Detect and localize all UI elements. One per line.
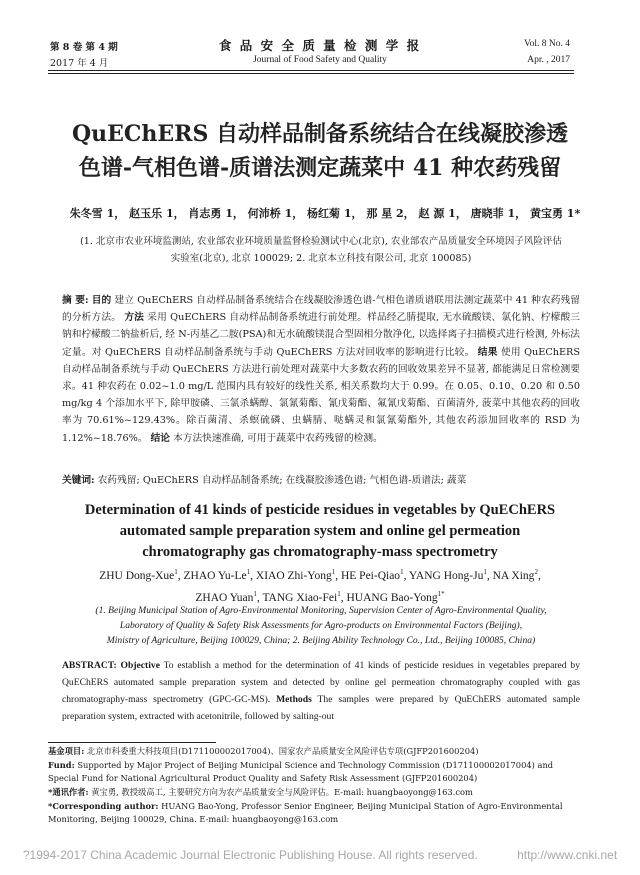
title-cn-line1: QuEChERS 自动样品制备系统结合在线凝胶渗透	[71, 121, 569, 147]
author-en: ZHAO Yu-Le$^1$	[183, 568, 251, 582]
author-en: NA Xing$^2$	[492, 568, 538, 582]
volume-cn: 第 8 卷 第 4 期	[50, 42, 118, 53]
abstract-en-method: The samples were prepared by QuEChERS automated sample preparation system, extracted with acetonitrile, followed by salting-out	[62, 694, 580, 722]
abstract-cn-result-label: 结果	[477, 346, 498, 358]
footnote-fund-en: Fund: Supported by Major Project of Beijing Municipal Science and Technology Commission (D171100002017004) and Special Fund for National Agricultural Product Quality and Safety Risk Assessment (GJFP201600204)	[48, 760, 554, 783]
footnote-corresponding-cn: *通讯作者: 黄宝勇, 教授级高工, 主要研究方向为农产品质量安全与风险评估。E-mail: huangbaoyong@163.com	[48, 787, 473, 797]
abstract-en-method-label: Methods	[276, 694, 312, 705]
footnote-rule	[48, 742, 216, 743]
abstract-cn	[62, 292, 580, 447]
abstract-cn-method-label: 方法	[124, 312, 144, 324]
header-rule-top	[48, 70, 574, 71]
affiliation-en-line1: (1. Beijing Municipal Station of Agro-Environmental Monitoring, Supervision Center of Agro-Environmental Quality,	[95, 605, 547, 616]
author-en: YANG Hong-Ju$^1$	[408, 568, 487, 582]
title-cn-line2: 色谱-气相色谱-质谱法测定蔬菜中 41 种农药残留	[78, 155, 562, 181]
abstract-cn-conclusion-label: 结论	[150, 432, 170, 444]
authors-en	[40, 563, 600, 607]
date-cn: 2017 年 4 月	[50, 58, 109, 69]
authors-en-line1: ZHU Dong-Xue$^1$, ZHAO Yu-Le$^1$, XIAO Zhi-Yong$^1$, HE Pei-Qiao$^1$, YANG Hong-Ju$^1$, NA Xing$^2$,	[99, 568, 541, 582]
abstract-en-objective-label: Objective	[120, 660, 160, 671]
authors-en-line2: ZHAO Yuan$^1$, TANG Xiao-Fei$^1$, HUANG Bao-Yong$^{1*}$	[195, 589, 445, 604]
copyright-text: ?1994-2017 China Academic Journal Electronic Publishing House. All rights reserved.	[22, 848, 478, 862]
author-en: HUANG Bao-Yong$^{1*}$	[346, 589, 445, 604]
abstract-cn-result: 使用 QuEChERS 自动样品制备系统与手动 QuEChERS 方法进行前处理对蔬菜中大多数农药的回收效果差异不显著, 都能满足日常检测要求。41 种农药在 0.02~1.0 mg/L 范围内具有较好的线性关系, 相关系数均大于 0.99。在 0.05、0.10、0.20 和 0.50 mg/kg 4 个添加水平下, 除甲胺磷、三氯杀螨醇、氯氰菊酯、氰戊菊酯、氟氰戊菊酯、百菌清外, 菠菜中其他农药的回收率为 70.61%~129.43%。除百菌清、杀螟硫磷、虫螨腈、哒螨灵和氯氰菊酯外, 其他农药添加回收率的 RSD 为 1.12%~18.76%。	[62, 346, 580, 444]
footnote-corresponding-en: *Corresponding author: HUANG Bao-Yong, Professor Senior Engineer, Beijing Municipal Station of Agro-Environmental Monitoring, Beijing 100029, China. E-mail: huangbaoyong@163.com	[48, 801, 563, 824]
abstract-en-label: ABSTRACT:	[62, 660, 117, 671]
keywords-cn-label: 关键词:	[62, 475, 95, 486]
authors-cn: 朱冬雪 1， 赵玉乐 1， 肖志勇 1， 何沛桥 1， 杨红菊 1， 那 星 2， 赵 源 1， 唐晓菲 1， 黄宝勇 1*	[69, 207, 581, 220]
title-en	[40, 500, 600, 563]
author-en: ZHAO Yuan$^1$	[195, 589, 257, 604]
keywords-cn-text: 农药残留; QuEChERS 自动样品制备系统; 在线凝胶渗透色谱; 气相色谱-质谱法; 蔬菜	[97, 475, 467, 486]
cnki-link[interactable]: http://www.cnki.net	[517, 848, 618, 862]
keywords-cn	[62, 472, 580, 486]
date-en: Apr. , 2017	[527, 55, 570, 65]
affiliation-cn-line2: 实验室(北京), 北京 100029; 2. 北京本立科技有限公司, 北京 100085)	[170, 253, 472, 264]
abstract-cn-objective: 建立 QuEChERS 自动样品制备系统结合在线凝胶渗透色谱-气相色谱质谱联用法测定蔬菜中 41 种农药残留的分析方法。	[62, 295, 580, 324]
affiliation-cn	[62, 233, 580, 267]
author-en: HE Pei-Qiao$^1$	[340, 568, 404, 582]
title-en-line2: automated sample preparation system and online gel permeation	[119, 523, 521, 539]
abstract-en-objective: To establish a method for the determination of 41 kinds of pesticide residues in vegetables prepared by QuEChERS automated sample preparation system and detected by online gel permeation chromatography coupled with gas chromatography-mass spectrometry (GPC-GC-MS).	[62, 660, 580, 705]
affiliation-cn-line1: (1. 北京市农业环境监测站, 农业部农业环境质量监督检验测试中心(北京), 农业部农产品质量安全环境因子风险评估	[80, 236, 562, 247]
abstract-en	[62, 657, 580, 725]
author-en: ZHU Dong-Xue$^1$	[99, 568, 178, 582]
author-en: TANG Xiao-Fei$^1$	[262, 589, 341, 604]
abstract-cn-objective-label: 目的	[91, 295, 112, 306]
abstract-cn-method: 采用 QuEChERS 自动样品制备系统进行前处理。样品经乙腈提取, 无水硫酸镁、氯化钠、柠檬酸三钠和柠檬酸二钠盐析后, 经 N-丙基乙二胺(PSA)和无水硫酸镁混合型固相分散净化, 以选择离子扫描模式进行检测, 外标法定量。对 QuEChERS 自动样品制备系统与手动 QuEChERS 方法对回收率的影响进行比较。	[62, 312, 580, 358]
header-rule-bottom	[48, 73, 574, 74]
journal-header	[0, 0, 640, 72]
journal-name-cn: 食 品 安 全 质 量 检 测 学 报	[218, 38, 422, 53]
affiliation-en	[62, 603, 580, 648]
title-en-line3: chromatography gas chromatography-mass spectrometry	[142, 544, 498, 560]
abstract-cn-label: 摘 要:	[62, 295, 89, 306]
affiliation-en-line3: Ministry of Agriculture, Beijing 100029, China; 2. Beijing Ability Technology Co., Ltd., Beijing 100085, China)	[106, 635, 536, 646]
copyright-footer	[0, 848, 640, 862]
volume-en: Vol. 8 No. 4	[523, 39, 570, 49]
author-en: XIAO Zhi-Yong$^1$	[255, 568, 336, 582]
journal-name-en: Journal of Food Safety and Quality	[253, 55, 387, 65]
footnote-fund-cn: 基金项目: 北京市科委重大科技项目(D171100002017004)、国家农产品质量安全风险评估专项(GJFP201600204)	[48, 746, 479, 756]
abstract-cn-conclusion: 本方法快速准确, 可用于蔬菜中农药残留的检测。	[173, 432, 383, 444]
affiliation-en-line2: Laboratory of Quality & Safety Risk Assessments for Agro-products on Environmental Factors (Beijing),	[119, 620, 523, 631]
title-en-line1: Determination of 41 kinds of pesticide residues in vegetables by QuEChERS	[84, 502, 556, 518]
